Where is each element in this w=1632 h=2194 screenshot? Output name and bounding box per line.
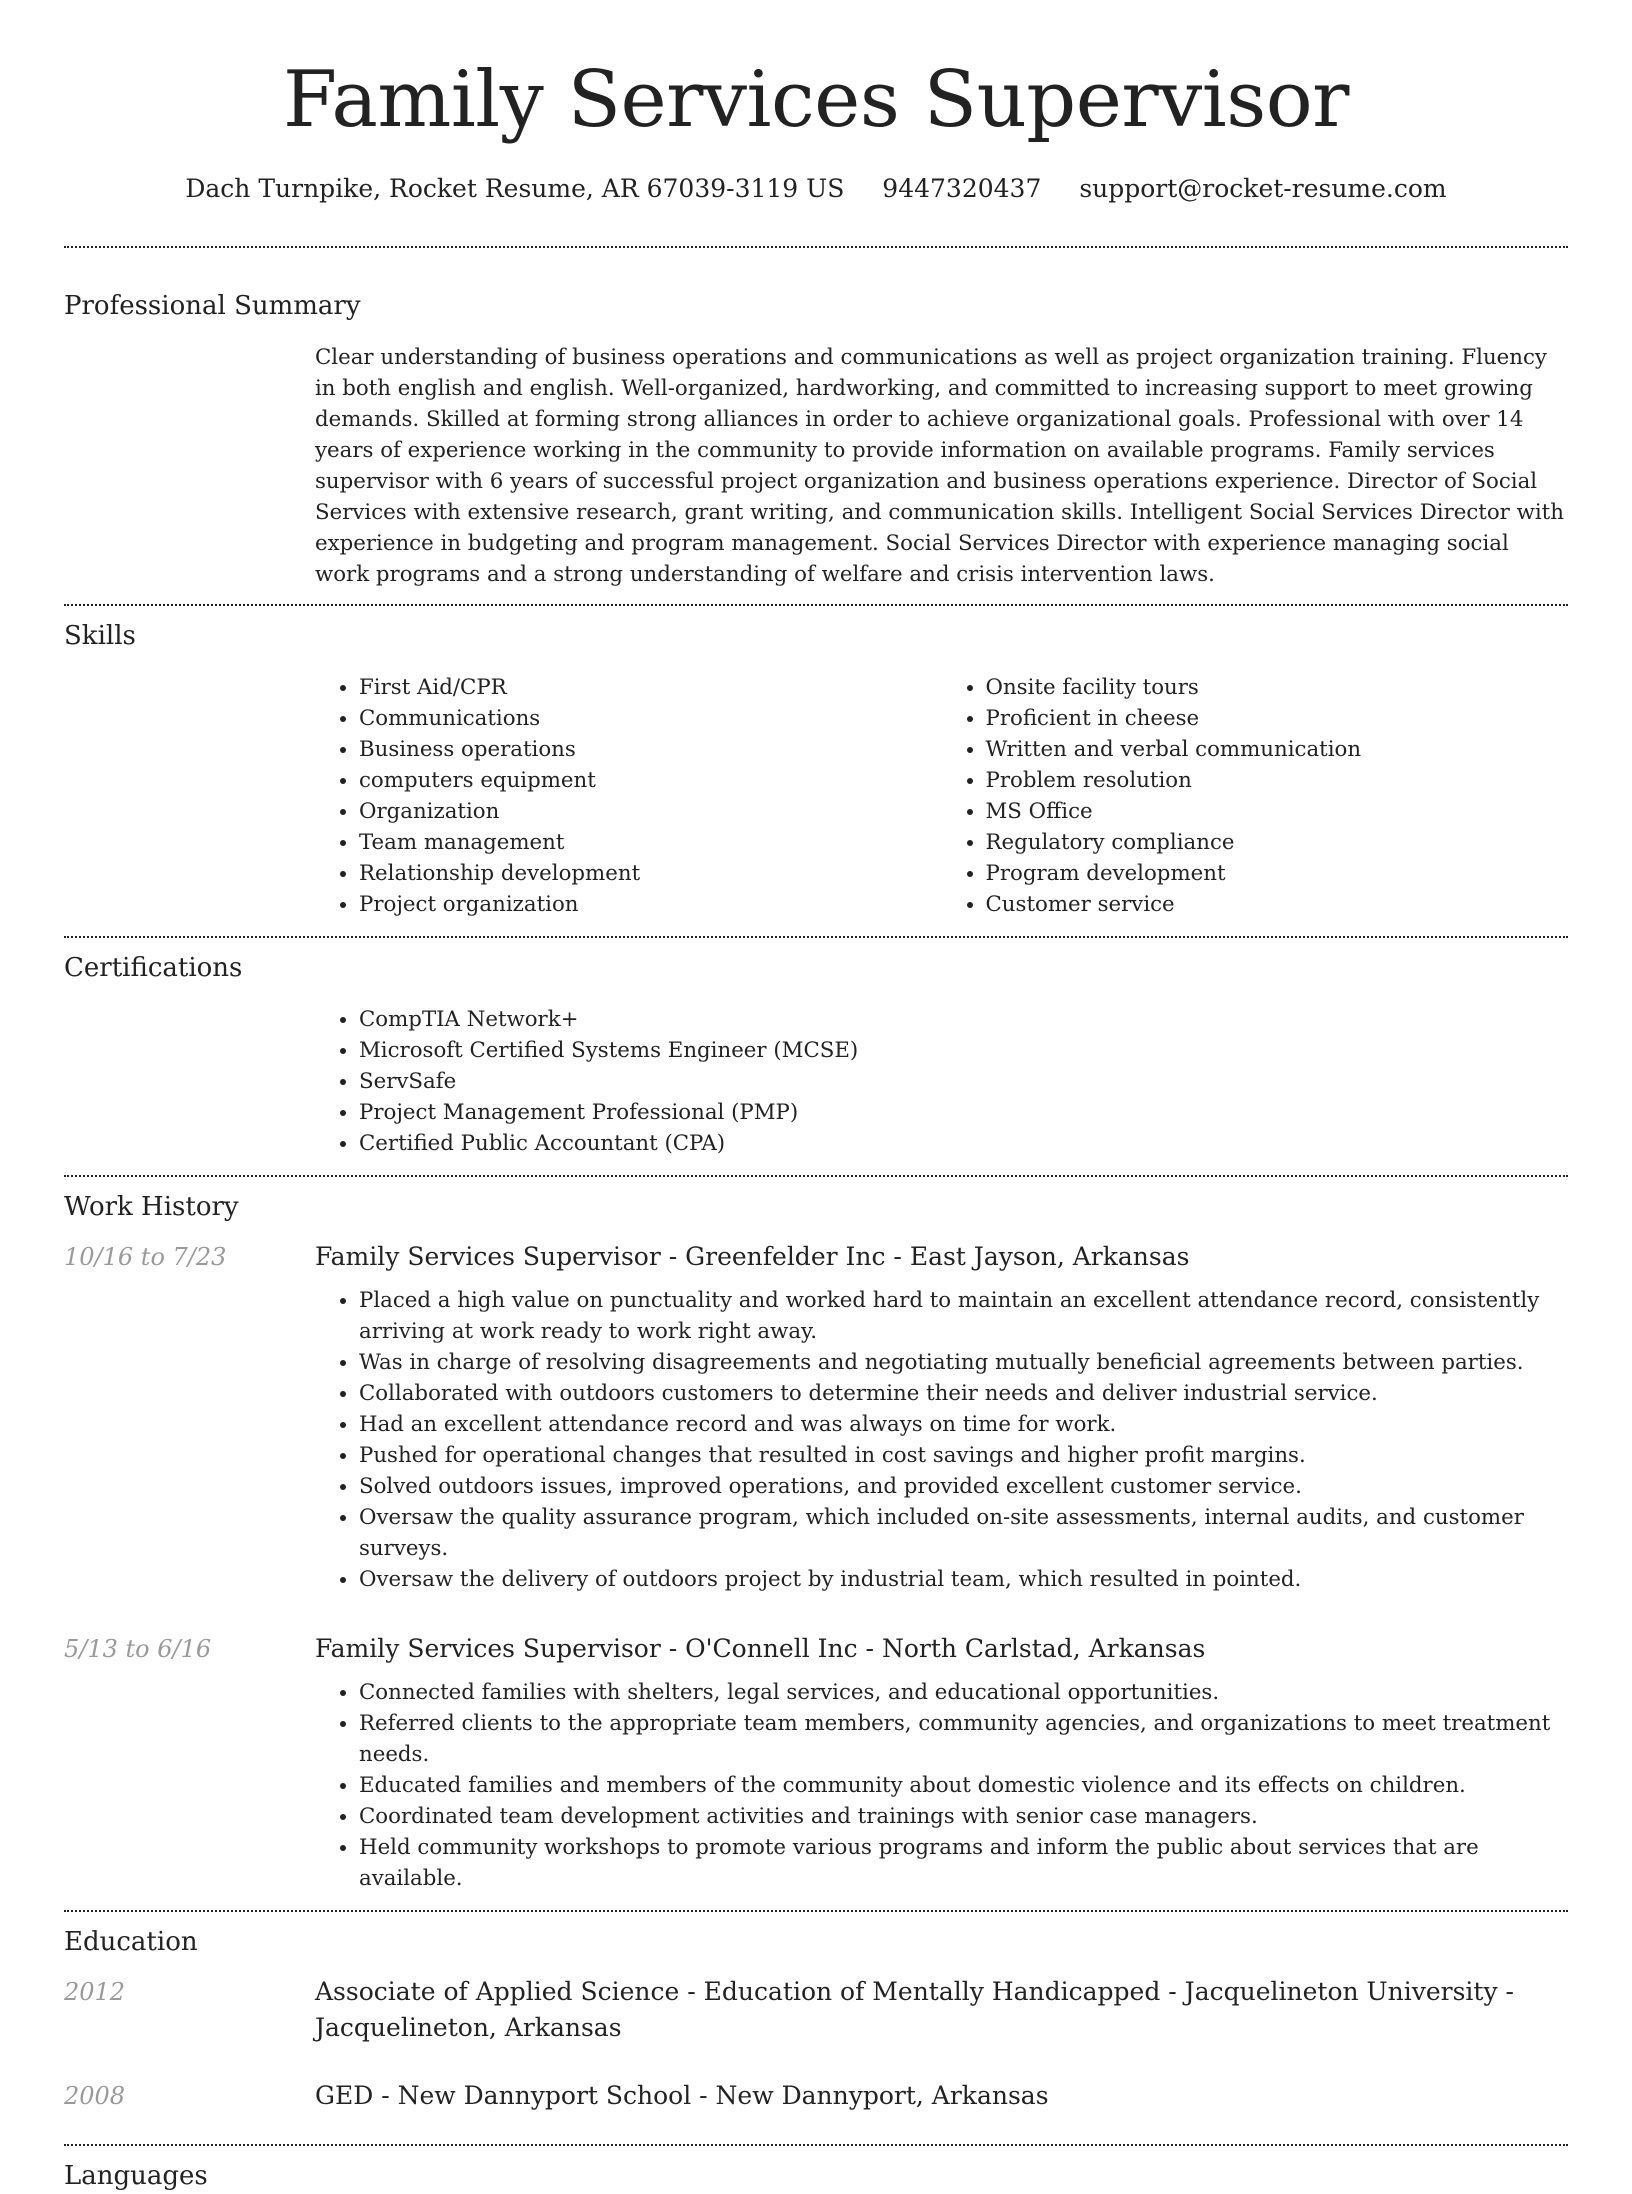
- skills-section: [64, 604, 1568, 936]
- education-body: [64, 1960, 1568, 2144]
- education-section: [64, 1910, 1568, 2144]
- resume-name: Family Services Supervisor: [283, 55, 1349, 145]
- education-details: [315, 2078, 1568, 2128]
- skill-item: • Business operations: [359, 734, 942, 765]
- skill-item: • Organization: [359, 796, 942, 827]
- education-title: GED - New Dannyport School - New Dannyport, Arkansas: [315, 2081, 1049, 2110]
- skill-item: • First Aid/CPR: [359, 672, 942, 703]
- job-bullet: • Was in charge of resolving disagreements and negotiating mutually beneficial agreements between parties.: [359, 1347, 1568, 1378]
- skill-item: • Team management: [359, 827, 942, 858]
- skill-item: • Customer service: [986, 889, 1569, 920]
- job-bullet: • Collaborated with outdoors customers to determine their needs and deliver industrial service.: [359, 1378, 1568, 1409]
- skill-item: • MS Office: [986, 796, 1569, 827]
- skills-heading: Skills: [64, 621, 136, 651]
- skills-list-left: [315, 672, 942, 920]
- languages-heading: Languages: [64, 2161, 208, 2191]
- job-bullet: • Had an excellent attendance record and was always on time for work.: [359, 1409, 1568, 1440]
- education-entry: [64, 2078, 1568, 2128]
- skills-body: [315, 654, 1568, 936]
- skill-item: • Relationship development: [359, 858, 942, 889]
- job-bullet: • Solved outdoors issues, improved operations, and provided excellent customer service.: [359, 1471, 1568, 1502]
- summary-heading: Professional Summary: [64, 291, 361, 321]
- certifications-heading: Certifications: [64, 953, 243, 983]
- contact-line: [64, 172, 1568, 206]
- work-history-heading: Work History: [64, 1192, 239, 1222]
- job-bullet: • Coordinated team development activities and trainings with senior case managers.: [359, 1801, 1568, 1832]
- certification-item: • ServSafe: [359, 1066, 1568, 1097]
- job-bullet: • Placed a high value on punctuality and worked hard to maintain an excellent attendance record, consistently arriving at work ready to work right away.: [359, 1285, 1568, 1347]
- contact-email: support@rocket-resume.com: [1079, 174, 1447, 203]
- certifications-body: [315, 986, 1568, 1175]
- job-bullet: • Oversaw the delivery of outdoors project by industrial team, which resulted in pointed.: [359, 1564, 1568, 1595]
- skill-item: • Proficient in cheese: [986, 703, 1569, 734]
- skill-item: • computers equipment: [359, 765, 942, 796]
- skill-item: • Regulatory compliance: [986, 827, 1569, 858]
- job-details: [315, 1631, 1568, 1894]
- job-bullet: • Educated families and members of the community about domestic violence and its effects on children.: [359, 1770, 1568, 1801]
- certification-item: • Project Management Professional (PMP): [359, 1097, 1568, 1128]
- job-details: [315, 1239, 1568, 1595]
- skill-item: • Problem resolution: [986, 765, 1569, 796]
- work-history-section: [64, 1175, 1568, 1910]
- job-entry: [64, 1631, 1568, 1894]
- contact-phone: 9447320437: [882, 174, 1042, 203]
- job-title: Family Services Supervisor - Greenfelder Inc - East Jayson, Arkansas: [315, 1242, 1190, 1271]
- skills-list-right: [942, 672, 1569, 920]
- job-bullet: • Pushed for operational changes that resulted in cost savings and higher profit margins.: [359, 1440, 1568, 1471]
- education-heading: Education: [64, 1927, 198, 1957]
- summary-section: [64, 246, 1568, 604]
- skill-item: • Onsite facility tours: [986, 672, 1569, 703]
- summary-text: Clear understanding of business operations and communications as well as project organization training. Fluency in both english and english. Well-organized, hardworking, and committed to increasing support to meet growing demands. Skilled at forming strong alliances in order to achieve organizational goals. Professional with over 14 years of experience working in the community to provide information on available programs. Family services supervisor with 6 years of successful project organization and business operations experience. Director of Social Services with extensive research, grant writing, and communication skills. Intelligent Social Services Director with experience in budgeting and program management. Social Services Director with experience managing social work programs and a strong understanding of welfare and crisis intervention laws.: [315, 345, 1564, 587]
- job-dates: 5/13 to 6/16: [64, 1635, 212, 1663]
- job-bullet: • Connected families with shelters, legal services, and educational opportunities.: [359, 1677, 1568, 1708]
- skill-item: • Project organization: [359, 889, 942, 920]
- skill-item: • Written and verbal communication: [986, 734, 1569, 765]
- education-year: 2008: [64, 2082, 126, 2110]
- summary-body: [315, 324, 1568, 604]
- education-entry: [64, 1974, 1568, 2060]
- job-bullets: [315, 1285, 1568, 1595]
- certifications-section: [64, 936, 1568, 1175]
- certifications-list: [315, 1004, 1568, 1159]
- job-entry: [64, 1239, 1568, 1595]
- job-bullets: [315, 1677, 1568, 1894]
- work-history-body: [64, 1225, 1568, 1910]
- job-bullet: • Referred clients to the appropriate team members, community agencies, and organizations to meet treatment needs.: [359, 1708, 1568, 1770]
- education-year: 2012: [64, 1978, 126, 2006]
- job-bullet: • Oversaw the quality assurance program, which included on-site assessments, internal audits, and customer surveys.: [359, 1502, 1568, 1564]
- languages-section: [64, 2144, 1568, 2194]
- certification-item: • CompTIA Network+: [359, 1004, 1568, 1035]
- skill-item: • Program development: [986, 858, 1569, 889]
- job-title: Family Services Supervisor - O'Connell Inc - North Carlstad, Arkansas: [315, 1634, 1206, 1663]
- certification-item: • Certified Public Accountant (CPA): [359, 1128, 1568, 1159]
- education-details: [315, 1974, 1568, 2060]
- contact-address: Dach Turnpike, Rocket Resume, AR 67039-3119 US: [185, 174, 845, 203]
- job-bullet: • Held community workshops to promote various programs and inform the public about services that are available.: [359, 1832, 1568, 1894]
- job-dates: 10/16 to 7/23: [64, 1243, 227, 1271]
- skill-item: • Communications: [359, 703, 942, 734]
- education-title: Associate of Applied Science - Education of Mentally Handicapped - Jacquelineton University - Jacquelineton, Arkansas: [315, 1977, 1514, 2042]
- certification-item: • Microsoft Certified Systems Engineer (MCSE): [359, 1035, 1568, 1066]
